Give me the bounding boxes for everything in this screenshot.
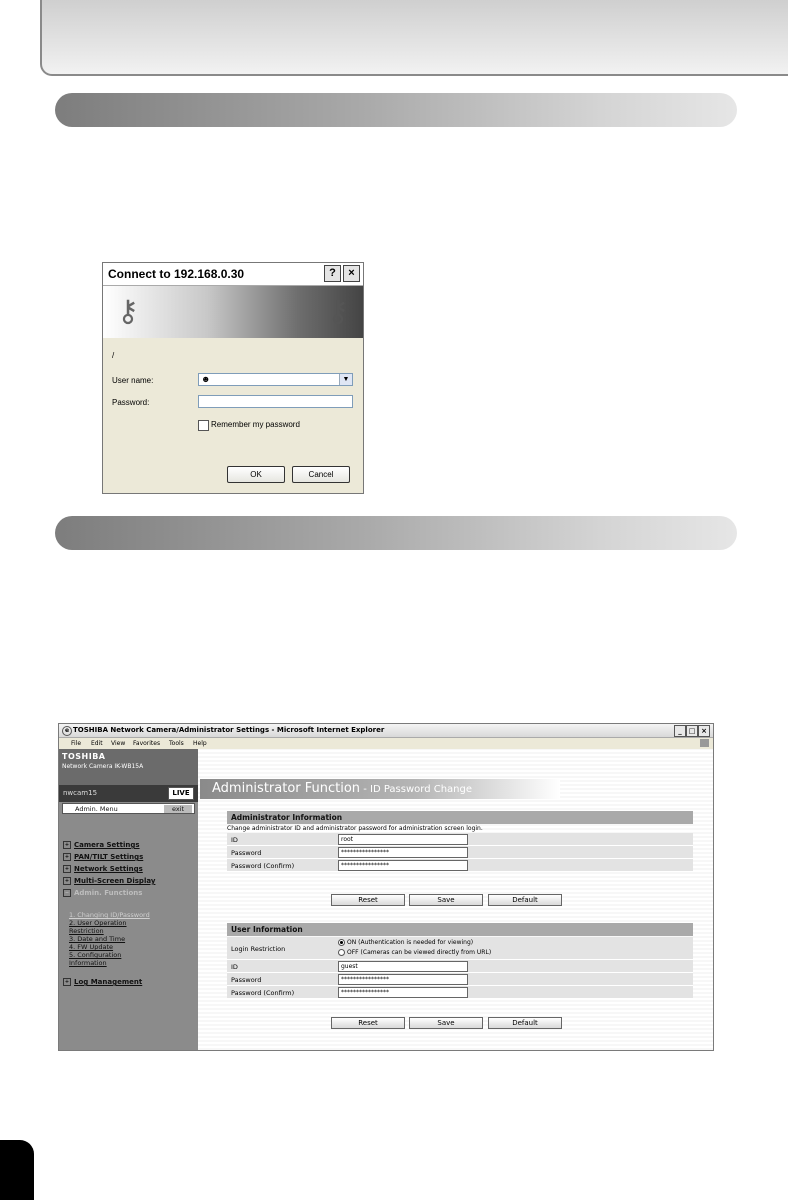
radio-off-icon[interactable] <box>338 949 345 956</box>
admin-menu-label: Admin. Menu <box>75 805 118 813</box>
section-bar-1 <box>55 93 737 127</box>
nav-admin-functions[interactable] <box>63 889 142 897</box>
page-header-band <box>40 0 788 76</box>
ie-icon: e <box>62 726 72 736</box>
nav-camera-settings[interactable] <box>63 841 140 849</box>
nav-pantilt-settings[interactable] <box>63 853 143 861</box>
nav-log-management[interactable] <box>63 978 142 986</box>
admin-menu-bar <box>62 803 195 814</box>
admin-password-confirm-row <box>227 859 693 872</box>
admin-password-input[interactable]: **************** <box>338 847 468 858</box>
admin-id-row <box>227 833 693 846</box>
page-subtitle: - ID Password Change <box>360 784 473 795</box>
admin-password-label: Password <box>231 849 262 857</box>
sub-fw-update[interactable]: 4. FW Update <box>69 943 114 951</box>
menu-view[interactable]: View <box>111 740 126 747</box>
sub-user-operation[interactable]: 2. User Operation <box>69 919 127 927</box>
user-reset-button[interactable]: Reset <box>331 1017 405 1029</box>
remember-label[interactable]: Remember my password <box>211 420 300 429</box>
help-button[interactable]: ? <box>324 265 341 282</box>
minimize-icon[interactable]: _ <box>674 725 686 737</box>
nav-multiscreen[interactable] <box>63 877 155 885</box>
live-button[interactable]: LIVE <box>168 787 194 800</box>
close-icon[interactable]: × <box>698 725 710 737</box>
remember-checkbox[interactable] <box>198 420 209 431</box>
nav-label: Admin. Functions <box>74 889 143 897</box>
camera-bar <box>59 785 198 802</box>
browser-title: TOSHIBA Network Camera/Administrator Settings - Microsoft Internet Explorer <box>73 726 385 734</box>
admin-password-row <box>227 846 693 859</box>
user-password-confirm-label: Password (Confirm) <box>231 989 295 997</box>
collapse-icon: − <box>64 890 70 896</box>
username-label: User name: <box>112 376 154 385</box>
nav-label: PAN/TILT Settings <box>74 853 144 861</box>
section-bar-2 <box>55 516 737 550</box>
admin-info-header: Administrator Information <box>227 811 693 824</box>
restriction-off-label: OFF (Cameras can be viewed directly from URL) <box>347 949 492 956</box>
sub-restriction[interactable]: Restriction <box>69 927 104 935</box>
admin-reset-button[interactable]: Reset <box>331 894 405 906</box>
camera-name: nwcam15 <box>63 789 98 797</box>
login-dialog <box>102 262 364 494</box>
browser-titlebar <box>59 724 713 738</box>
admin-info-description: Change administrator ID and administrator password for administration screen login. <box>227 825 483 832</box>
nav-network-settings[interactable] <box>63 865 143 873</box>
user-info-header: User Information <box>227 923 693 936</box>
dialog-banner <box>103 286 363 338</box>
admin-password-confirm-label: Password (Confirm) <box>231 862 295 870</box>
admin-id-input[interactable]: root <box>338 834 468 845</box>
maximize-icon[interactable]: □ <box>686 725 698 737</box>
brand-logo: TOSHIBA <box>62 752 106 761</box>
sidebar <box>59 749 198 1051</box>
camera-model: Network Camera IK-WB15A <box>62 763 144 770</box>
close-button[interactable]: × <box>343 265 360 282</box>
page-edge-tab <box>0 1140 34 1200</box>
cancel-button[interactable]: Cancel <box>292 466 350 483</box>
user-password-input[interactable]: **************** <box>338 974 468 985</box>
windows-flag-icon <box>700 739 709 747</box>
dialog-title: Connect to 192.168.0.30 <box>108 267 245 281</box>
user-id-label: ID <box>231 963 238 971</box>
username-combobox[interactable] <box>198 373 353 386</box>
admin-save-button[interactable]: Save <box>409 894 483 906</box>
user-icon: ☻ <box>201 374 211 384</box>
menu-favorites[interactable]: Favorites <box>133 740 161 747</box>
nav-label: Log Management <box>74 978 143 986</box>
sub-changing-id[interactable]: 1. Changing ID/Password <box>69 911 150 919</box>
exit-button[interactable]: exit <box>164 805 192 813</box>
restriction-on-option[interactable] <box>338 939 473 946</box>
user-password-confirm-row <box>227 986 693 999</box>
expand-icon: + <box>64 854 70 860</box>
user-password-confirm-input[interactable]: **************** <box>338 987 468 998</box>
user-id-row <box>227 960 693 973</box>
realm-text: / <box>112 351 115 360</box>
nav-label: Network Settings <box>74 865 143 873</box>
menu-help[interactable]: Help <box>193 740 207 747</box>
browser-window <box>58 723 714 1051</box>
nav-label: Camera Settings <box>74 841 140 849</box>
user-password-row <box>227 973 693 986</box>
expand-icon: + <box>64 979 70 985</box>
user-default-button[interactable]: Default <box>488 1017 562 1029</box>
page-title-text: Administrator Function <box>212 781 361 796</box>
login-restriction-row <box>227 937 693 960</box>
menu-tools[interactable]: Tools <box>169 740 184 747</box>
ok-button[interactable]: OK <box>227 466 285 483</box>
restriction-on-label: ON (Authentication is needed for viewing) <box>347 939 474 946</box>
main-content <box>198 749 713 1050</box>
radio-on-icon[interactable] <box>338 939 345 946</box>
expand-icon: + <box>64 842 70 848</box>
expand-icon: + <box>64 866 70 872</box>
sub-configuration[interactable]: 5. Configuration <box>69 951 122 959</box>
restriction-off-option[interactable] <box>338 949 491 956</box>
user-password-label: Password <box>231 976 262 984</box>
admin-password-confirm-input[interactable]: **************** <box>338 860 468 871</box>
user-id-input[interactable]: guest <box>338 961 468 972</box>
expand-icon: + <box>64 878 70 884</box>
password-label: Password: <box>112 398 150 407</box>
password-field[interactable] <box>198 395 353 408</box>
keys-watermark-icon: ⚷ <box>327 295 349 328</box>
brand-area <box>59 749 198 785</box>
keys-icon: ⚷ <box>117 295 139 328</box>
chevron-down-icon[interactable]: ▼ <box>339 374 352 385</box>
page-title <box>200 779 560 799</box>
sub-information[interactable]: Information <box>69 959 107 967</box>
admin-default-button[interactable]: Default <box>488 894 562 906</box>
user-save-button[interactable]: Save <box>409 1017 483 1029</box>
menu-file[interactable]: File <box>71 740 82 747</box>
login-restriction-label: Login Restriction <box>231 945 286 953</box>
admin-id-label: ID <box>231 836 238 844</box>
sub-date-time[interactable]: 3. Date and Time <box>69 935 126 943</box>
dialog-titlebar <box>103 263 363 286</box>
menu-edit[interactable]: Edit <box>91 740 103 747</box>
nav-label: Multi-Screen Display <box>74 877 156 885</box>
